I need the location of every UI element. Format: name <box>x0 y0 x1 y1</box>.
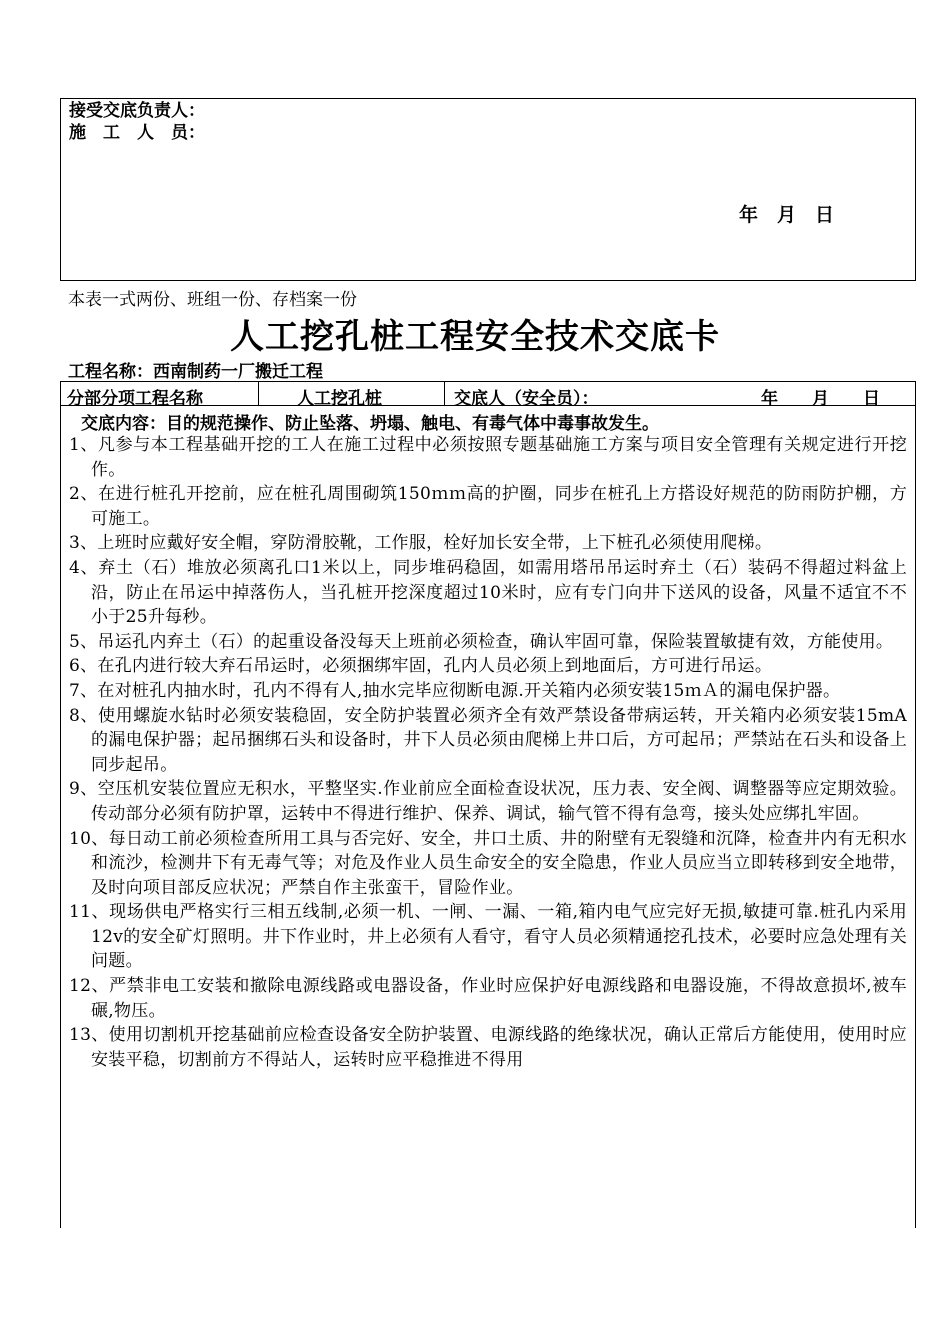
list-item: 6、在孔内进行较大弃石吊运时，必须捆绑牢固，孔内人员必须上到地面后，方可进行吊运。 <box>69 656 773 677</box>
header-divider <box>444 382 445 405</box>
workers-label: 施 工 人 员： <box>69 123 205 143</box>
header-date: 年 月 日 <box>761 389 880 409</box>
list-item: 7、在对桩孔内抽水时，孔内不得有人,抽水完毕应彻断电源.开关箱内必须安装15ｍＡ的漏电保护器。 <box>69 680 841 701</box>
list-item: 10、每日动工前必须检查所用工具与否完好、安全，井口土质、井的附壁有无裂缝和沉降，检查井内有无积水和流沙，检测井下有无毒气等；对危及作业人员生命安全的安全隐患，作业人员应当立即转移到安全地带，及时向项目部反应状况；严禁自作主张蛮干，冒险作业。 <box>69 828 907 898</box>
list-item: 3、上班时应戴好安全帽，穿防滑胶靴，工作服，栓好加长安全带，上下桩孔必须使用爬梯。 <box>69 533 773 554</box>
list-item: 12、严禁非电工安装和撤除电源线路或电器设备，作业时应保护好电源线路和电器设施，不得故意损坏,被车碾,物压。 <box>69 976 907 1021</box>
item-list <box>69 433 907 1072</box>
sub-project-label: 分部分项工程名称 <box>67 389 203 409</box>
list-item: 1、凡参与本工程基础开挖的工人在施工过程中必须按照专题基础施工方案与项目安全管理有关规定进行开挖作。 <box>69 435 907 480</box>
list-item: 11、现场供电严格实行三相五线制,必须一机、一闸、一漏、一箱,箱内电气应完好无损,敏捷可靠.桩孔内采用12v的安全矿灯照明。井下作业时，井上必须有人看守，看守人员必须精通挖孔技术，必要时应急处理有关问题。 <box>69 902 907 972</box>
briefing-content <box>60 405 916 1228</box>
copies-note: 本表一式两份、班组一份、存档案一份 <box>68 290 357 310</box>
project-name: 工程名称：西南制药一厂搬迁工程 <box>68 362 323 382</box>
document-title: 人工挖孔桩工程安全技术交底卡 <box>230 317 720 357</box>
presenter-label: 交底人（安全员）： <box>454 389 599 409</box>
responsible-label: 接受交底负责人： <box>69 101 205 121</box>
list-item: 4、弃土（石）堆放必须离孔口1米以上，同步堆码稳固，如需用塔吊吊运时弃土（石）装码不得超过料盆上沿，防止在吊运中掉落伤人，当孔桩开挖深度超过10米时，应有专门向井下送风的设备，风量不适宜不不小于25升每秒。 <box>69 557 907 628</box>
list-item: 2、在进行桩孔开挖前，应在桩孔周围砌筑150ｍｍ高的护圈，同步在桩孔上方搭设好规范的防雨防护棚，方可施工。 <box>69 484 907 529</box>
list-item: 8、使用螺旋水钻时必须安装稳固，安全防护装置必须齐全有效严禁设备带病运转，开关箱内必须安装15mA的漏电保护器；起吊捆绑石头和设备时，井下人员必须由爬梯上井口后，方可起吊；严禁站在石头和设备上同步起吊。 <box>69 705 907 775</box>
signature-box <box>60 98 916 281</box>
sub-project-value: 人工挖孔桩 <box>297 389 382 409</box>
header-divider <box>258 382 259 405</box>
content-heading: 交底内容：目的规范操作、防止坠落、坍塌、触电、有毒气体中毒事故发生。 <box>81 414 659 434</box>
list-item: 9、空压机安装位置应无积水，平整坚实.作业前应全面检查设状况，压力表、安全阀、调整器等应定期效验。传动部分必须有防护罩，运转中不得进行维护、保养、调试，输气管不得有急弯，接头处应绑扎牢固。 <box>69 779 907 824</box>
header-row <box>60 381 916 409</box>
list-item: 13、使用切割机开挖基础前应检查设备安全防护装置、电源线路的绝缘状况，确认正常后方能使用，使用时应安装平稳，切割前方不得站人，运转时应平稳推进不得用 <box>69 1025 907 1070</box>
list-item: 5、吊运孔内弃土（石）的起重设备没每天上班前必须检查，确认牢固可靠，保险装置敏捷有效，方能使用。 <box>69 631 894 652</box>
signature-date: 年 月 日 <box>739 204 835 226</box>
